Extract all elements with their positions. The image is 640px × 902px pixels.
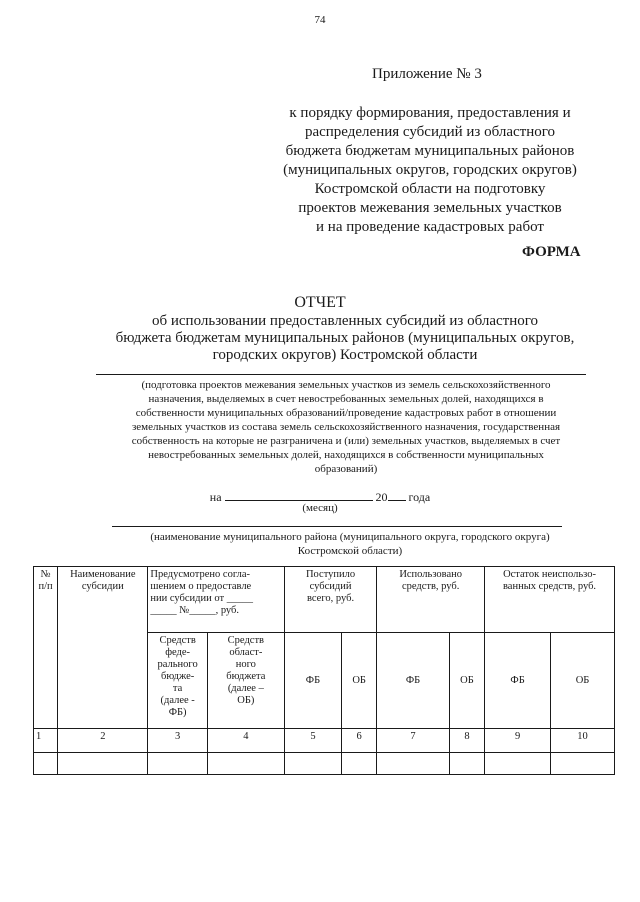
header-remaining: Остаток неиспользо- ванных средств, руб. (485, 567, 615, 633)
appendix-line: Костромской области на подготовку (314, 181, 546, 197)
purpose-fill-line[interactable] (96, 374, 586, 375)
purpose-note-line: образований) (314, 463, 378, 475)
appendix-line: к порядку формирования, предоставления и (289, 105, 571, 121)
purpose-note-line: земельных участков из состава земель сельскохозяйственного назначения, государственная (131, 421, 561, 433)
header-regional-funds: Средств област- ного бюджета (далее – ОБ) (207, 633, 284, 729)
header-used: Использовано средств, руб. (377, 567, 485, 633)
table-cell[interactable] (207, 753, 284, 775)
period-prefix: на (209, 490, 222, 504)
purpose-note-line: назначения, выделяемых в счет невостребованных земельных долей, находящихся в (148, 393, 544, 405)
header-remaining-fb: ФБ (485, 633, 551, 729)
table-cell[interactable] (377, 753, 450, 775)
column-number: 1 (34, 729, 58, 753)
purpose-note-line: собственности муниципальных образований/проведение кадастровых работ в отношении (135, 407, 557, 419)
table-header-row (34, 567, 615, 633)
column-number: 4 (207, 729, 284, 753)
header-planned: Предусмотрено согла- шением о предоставле нии субсидии от _____ _____ №_____, руб. (148, 567, 284, 633)
report-subtitle-line: об использовании предоставленных субсидий из областного (151, 313, 539, 329)
report-subtitle (100, 313, 590, 364)
appendix-line: распределения субсидий из областного (304, 124, 556, 140)
table-cell[interactable] (342, 753, 377, 775)
header-received-ob: ОБ (342, 633, 377, 729)
column-number: 10 (551, 729, 615, 753)
column-number: 5 (284, 729, 341, 753)
year-prefix: 20 (375, 490, 388, 504)
column-number: 8 (449, 729, 484, 753)
column-number: 9 (485, 729, 551, 753)
municipality-note-line: (наименование муниципального района (муниципального округа, городского округа) (150, 531, 550, 543)
table-cell[interactable] (284, 753, 341, 775)
header-num: № п/п (34, 567, 58, 729)
table-cell[interactable] (449, 753, 484, 775)
purpose-note-line: невостребованных земельных долей, находящихся в собственности муниципальных (148, 449, 544, 461)
header-used-ob: ОБ (449, 633, 484, 729)
column-number: 2 (58, 729, 148, 753)
report-title: ОТЧЕТ (294, 294, 346, 311)
column-number: 7 (377, 729, 450, 753)
report-subtitle-line: городских округов) Костромской области (212, 347, 478, 363)
column-number-row (34, 729, 615, 753)
appendix-line: и на проведение кадастровых работ (316, 219, 544, 235)
header-federal-funds: Средств феде- рального бюдже- та (далее - ФБ) (148, 633, 207, 729)
appendix-title: Приложение № 3 (372, 66, 482, 82)
table-cell[interactable] (148, 753, 207, 775)
header-used-fb: ФБ (377, 633, 450, 729)
appendix-line: проектов межевания земельных участков (298, 200, 562, 216)
page-number: 74 (314, 14, 326, 26)
header-received: Поступило субсидий всего, руб. (284, 567, 376, 633)
table-row (34, 753, 615, 775)
table-cell[interactable] (58, 753, 148, 775)
report-subtitle-line: бюджета бюджетам муниципальных районов (муниципальных округов, (115, 330, 575, 346)
appendix-line: бюджета бюджетам муниципальных районов (285, 143, 575, 159)
year-fill-field[interactable] (388, 488, 406, 501)
column-number: 6 (342, 729, 377, 753)
header-subsidy-name: Наименование субсидии (58, 567, 148, 729)
purpose-note-line: (подготовка проектов межевания земельных участков из земель сельскохозяйственного (141, 379, 551, 391)
table-cell[interactable] (551, 753, 615, 775)
month-caption: (месяц) (302, 502, 338, 514)
purpose-note (96, 378, 596, 476)
appendix-text (250, 104, 610, 237)
table-cell[interactable] (34, 753, 58, 775)
purpose-note-line: собственность на которые не разграничена и (или) земельных участков, выделяемых в счет (131, 435, 561, 447)
municipality-note (100, 530, 600, 558)
header-remaining-ob: ОБ (551, 633, 615, 729)
month-fill-field[interactable] (225, 488, 373, 501)
form-label: ФОРМА (522, 244, 581, 260)
report-table (33, 566, 615, 775)
header-received-fb: ФБ (284, 633, 341, 729)
year-suffix: года (408, 490, 431, 504)
municipality-note-line: Костромской области) (297, 545, 403, 557)
appendix-line: (муниципальных округов, городских округов) (283, 162, 577, 178)
column-number: 3 (148, 729, 207, 753)
municipality-fill-line[interactable] (112, 526, 562, 527)
table-cell[interactable] (485, 753, 551, 775)
